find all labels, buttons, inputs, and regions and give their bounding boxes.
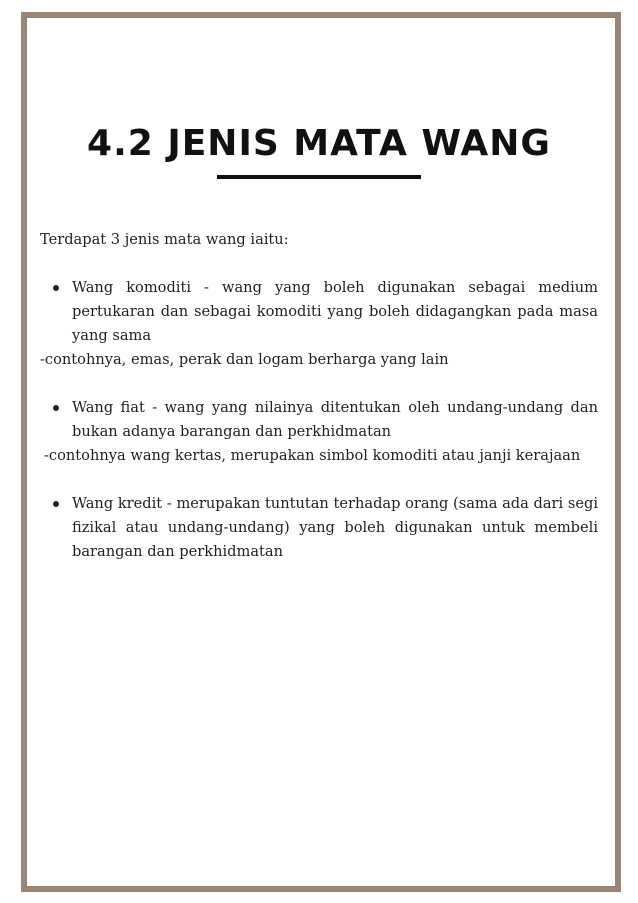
bullet-icon [53,501,59,507]
bullet-icon [53,405,59,411]
list-item-commodity-money [40,276,598,348]
example-text: -contohnya wang kertas, merupakan simbol komoditi atau janji kerajaan [44,447,581,464]
example-text: -contohnya, emas, perak dan logam berharga yang lain [40,351,449,368]
page-title: 4.2 JENIS MATA WANG [87,123,551,164]
list-item-text: Wang fiat - wang yang nilainya ditentukan oleh undang-undang dan bukan adanya barangan dan perkhidmatan [72,399,598,440]
bullet-icon [53,285,59,291]
list-item-credit-money [40,492,598,564]
list-item-text: Wang komoditi - wang yang boleh digunakan sebagai medium pertukaran dan sebagai komoditi yang boleh didagangkan pada masa yang sama [72,279,598,344]
title-underline [217,175,421,179]
list-item-fiat-money [40,396,598,444]
list-item-text: Wang kredit - merupakan tuntutan terhadap orang (sama ada dari segi fizikal atau undang-undang) yang boleh digunakan untuk membeli barangan dan perkhidmatan [72,495,598,560]
document-body [40,228,598,564]
intro-text: Terdapat 3 jenis mata wang iaitu: [40,231,289,248]
